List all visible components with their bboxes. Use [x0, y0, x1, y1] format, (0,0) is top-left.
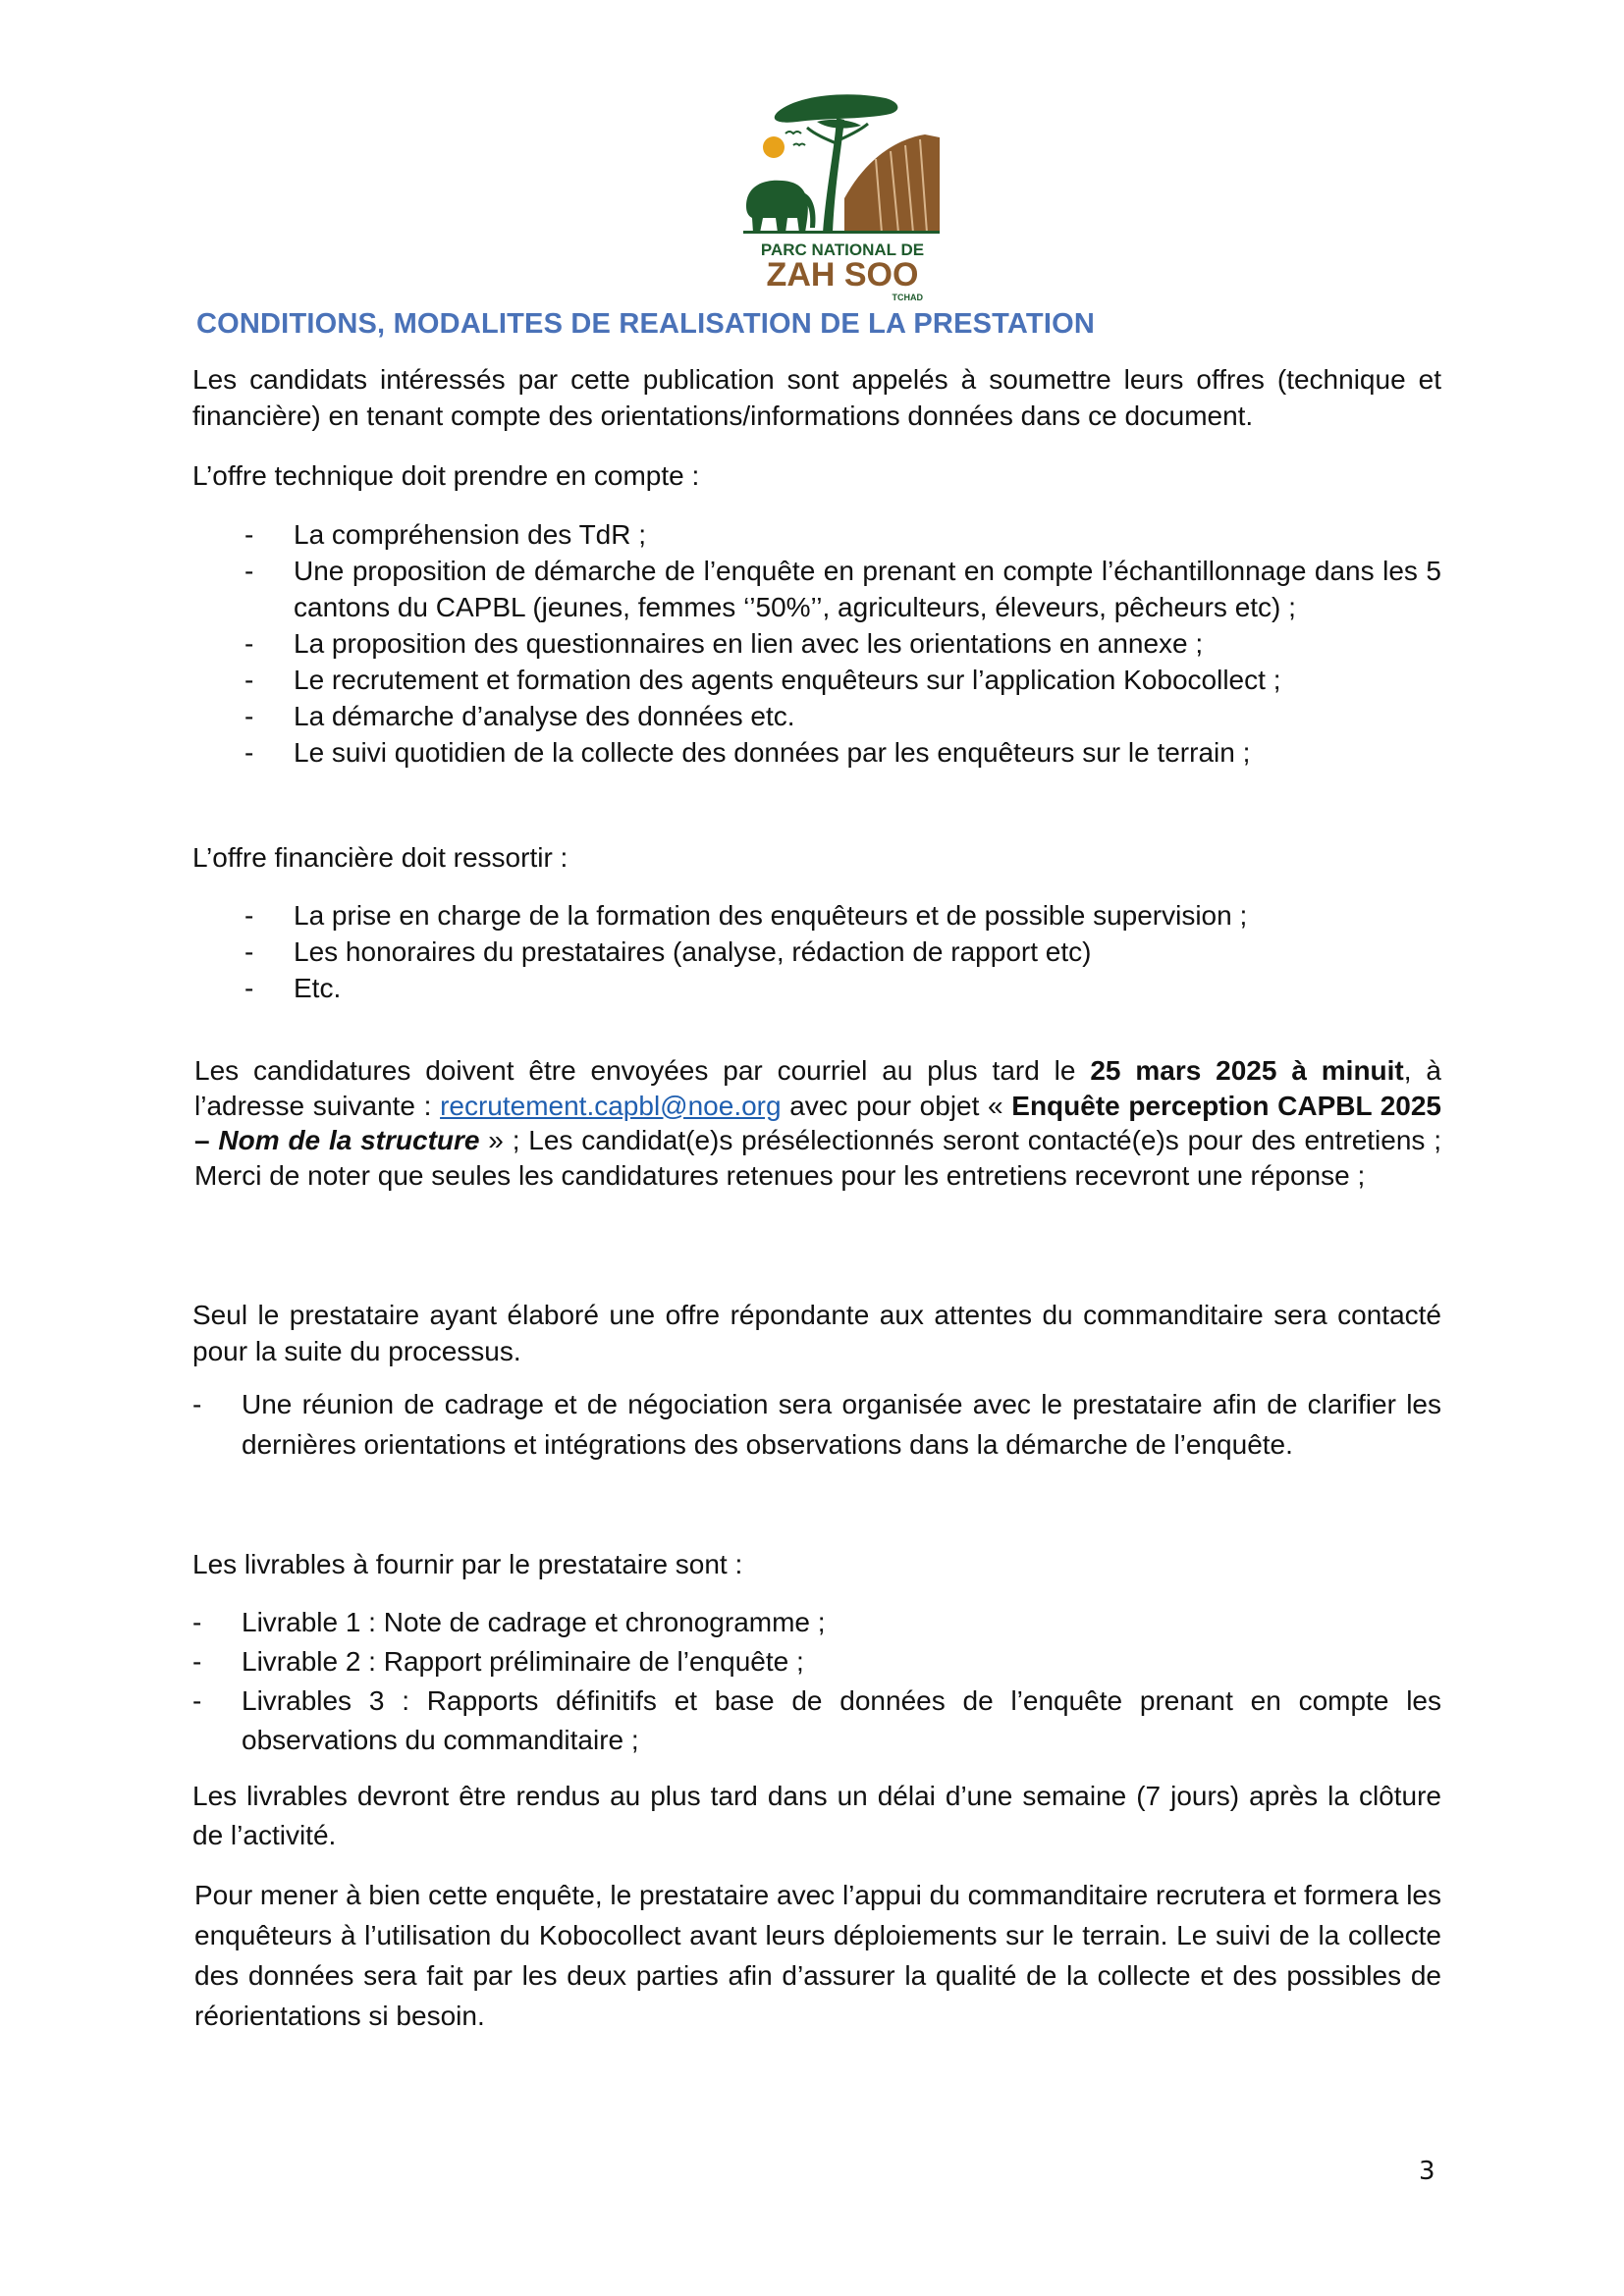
seul-paragraph: Seul le prestataire ayant élaboré une offre répondante aux attentes du commanditaire sera contacté pour la suite du processus. — [192, 1300, 1441, 1366]
park-logo — [738, 90, 947, 302]
dash-bullet: - — [192, 1389, 202, 1419]
candidatures-paragraph — [194, 1053, 1441, 1193]
logo-line2: ZAH SOO — [766, 256, 919, 294]
financiere-title: L’offre financière doit ressortir : — [192, 842, 568, 873]
subject-bold-italic: Nom de la structure — [218, 1125, 480, 1155]
list-item-text: Etc. — [294, 973, 342, 1003]
technique-list — [192, 516, 1441, 771]
subject-bold: Enquête perception CAPBL 2025 – — [194, 1090, 1442, 1155]
reunion-list — [192, 1384, 1441, 1465]
list-item — [192, 698, 1441, 734]
livrables-title: Les livrables à fournir par le prestataire sont : — [192, 1549, 743, 1579]
dash-bullet: - — [244, 665, 254, 695]
list-item — [192, 1384, 1441, 1465]
list-item — [192, 553, 1441, 625]
list-item-text: Livrable 2 : Rapport préliminaire de l’enquête ; — [242, 1646, 804, 1677]
page-number: 3 — [1419, 2157, 1435, 2186]
dash-bullet: - — [192, 1646, 202, 1677]
list-item-text: Livrables 3 : Rapports définitifs et base de données de l’enquête prenant en compte les observations du commanditaire ; — [242, 1685, 1441, 1755]
section-heading: CONDITIONS, MODALITES DE REALISATION DE LA PRESTATION — [196, 308, 1095, 340]
list-item-text: Une proposition de démarche de l’enquête en prenant en compte l’échantillonnage dans les 5 cantons du CAPBL (jeunes, femmes ‘’50%’’, agriculteurs, éleveurs, pêcheurs etc) ; — [294, 556, 1441, 622]
intro-paragraph: Les candidats intéressés par cette publication sont appelés à soumettre leurs offres (technique et financière) en tenant compte des orientations/informations données dans ce document. — [192, 364, 1441, 431]
dash-bullet: - — [192, 1685, 202, 1716]
list-item-text: La proposition des questionnaires en lien avec les orientations en annexe ; — [294, 628, 1204, 659]
list-item-text: Livrable 1 : Note de cadrage et chronogramme ; — [242, 1607, 826, 1637]
list-item-text: Le recrutement et formation des agents enquêteurs sur l’application Kobocollect ; — [294, 665, 1281, 695]
logo-line1: PARC NATIONAL DE — [760, 240, 925, 259]
dash-bullet: - — [192, 1607, 202, 1637]
list-item — [192, 1642, 1441, 1682]
list-item — [192, 734, 1441, 771]
list-item — [192, 516, 1441, 553]
livrables-list — [192, 1603, 1441, 1760]
mener-paragraph: Pour mener à bien cette enquête, le prestataire avec l’appui du commanditaire recrutera et formera les enquêteurs à l’utilisation du Kobocollect avant leurs déploiements sur le terrain. Le suivi de la collecte des données sera fait par les deux parties afin d’assurer la qualité de la collecte et des possibles de réorientations si besoin. — [194, 1880, 1442, 2031]
list-item — [192, 934, 1441, 970]
list-item-text: La démarche d’analyse des données etc. — [294, 701, 795, 731]
list-item — [192, 970, 1441, 1006]
list-item — [192, 662, 1441, 698]
list-item — [192, 897, 1441, 934]
technique-title: L’offre technique doit prendre en compte : — [192, 460, 700, 491]
list-item — [192, 625, 1441, 662]
list-item-text: Les honoraires du prestataires (analyse, rédaction de rapport etc) — [294, 936, 1092, 967]
candidatures-text-2: , à l’adresse suivante : — [194, 1055, 1441, 1121]
list-item — [192, 1603, 1441, 1642]
candidatures-text-4: » ; Les candidat(e)s présélectionnés seront contacté(e)s pour des entretiens ; Merci de noter que seules les candidatures retenues pour les entretiens recevront une réponse ; — [194, 1125, 1442, 1191]
candidatures-text-3: avec pour objet « — [781, 1090, 1012, 1121]
dash-bullet: - — [244, 628, 254, 659]
deadline: 25 mars 2025 à minuit — [1090, 1055, 1404, 1086]
list-item-text: La compréhension des TdR ; — [294, 519, 647, 550]
list-item-text: Le suivi quotidien de la collecte des données par les enquêteurs sur le terrain ; — [294, 737, 1251, 768]
candidatures-text-1: Les candidatures doivent être envoyées par courriel au plus tard le — [194, 1055, 1091, 1086]
logo-line3: TCHAD — [892, 293, 923, 302]
dash-bullet: - — [244, 936, 254, 967]
dash-bullet: - — [244, 737, 254, 768]
dash-bullet: - — [244, 701, 254, 731]
list-item-text: La prise en charge de la formation des enquêteurs et de possible supervision ; — [294, 900, 1248, 931]
list-item — [192, 1682, 1441, 1760]
dash-bullet: - — [244, 556, 254, 586]
list-item-text: Une réunion de cadrage et de négociation sera organisée avec le prestataire afin de clarifier les dernières orientations et intégrations des observations dans la démarche de l’enquête. — [242, 1389, 1441, 1460]
dash-bullet: - — [244, 519, 254, 550]
dash-bullet: - — [244, 973, 254, 1003]
financiere-list — [192, 897, 1441, 1006]
park-logo-graphic — [738, 90, 947, 302]
email-link[interactable]: recrutement.capbl@noe.org — [440, 1090, 782, 1121]
delai-paragraph: Les livrables devront être rendus au plus tard dans un délai d’une semaine (7 jours) après la clôture de l’activité. — [192, 1781, 1441, 1850]
dash-bullet: - — [244, 900, 254, 931]
